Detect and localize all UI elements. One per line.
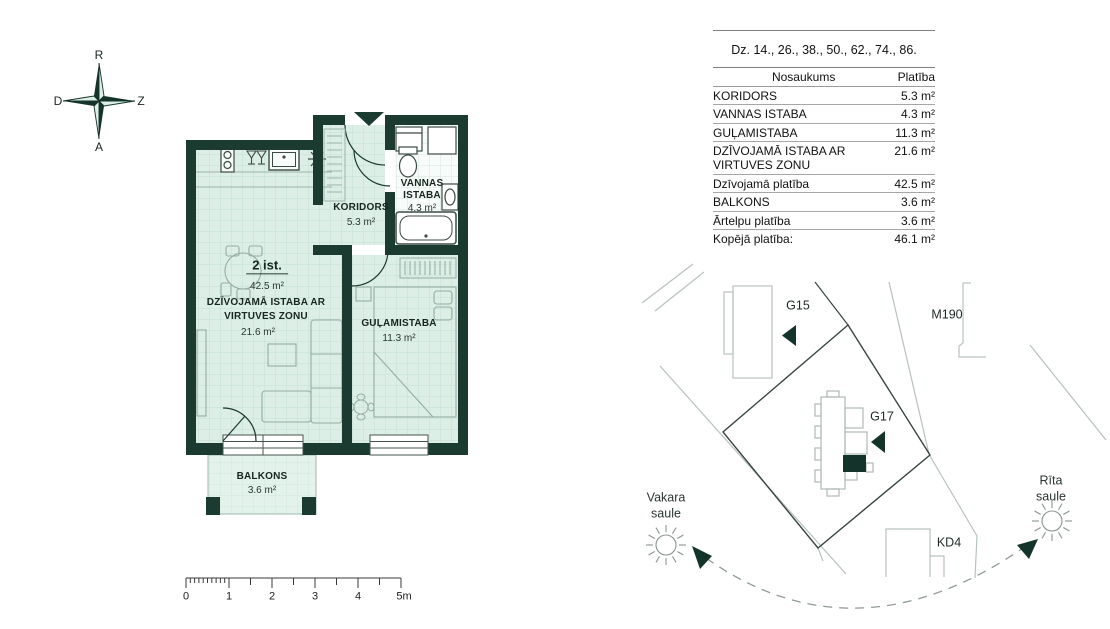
table-row bbox=[713, 230, 935, 248]
bath-sink-icon bbox=[442, 184, 458, 210]
entrance-arrow-icon bbox=[354, 112, 384, 126]
building-kd4 bbox=[886, 529, 944, 577]
table-row bbox=[713, 193, 935, 212]
table-row bbox=[713, 123, 935, 142]
room-label-balkons: BALKONS bbox=[236, 471, 288, 483]
building-g17-footprint bbox=[815, 391, 873, 496]
sun-path-arc bbox=[706, 546, 1026, 608]
g17-direction-triangle bbox=[871, 431, 885, 453]
bathtub-icon bbox=[396, 212, 456, 244]
room-area-koridors: 5.3 m² bbox=[346, 217, 376, 229]
window-bedroom bbox=[370, 435, 428, 455]
east-sun-label-1: Rīta bbox=[1039, 473, 1063, 488]
window-living bbox=[223, 435, 303, 455]
toilet-icon bbox=[399, 147, 417, 177]
apartment-type-label: 2 ist. bbox=[246, 257, 288, 274]
room-area-cell: 4.3 m² bbox=[900, 107, 935, 121]
building-m190 bbox=[959, 283, 986, 357]
column-header-name: Nosaukums bbox=[771, 70, 836, 84]
apartment-unit-marker bbox=[843, 455, 866, 472]
column-header-area: Platība bbox=[897, 70, 935, 84]
room-label-living-2: VIRTUVES ZONU bbox=[224, 311, 308, 323]
sun-east-icon bbox=[1032, 501, 1072, 541]
scale-tick-4: 4 bbox=[354, 590, 362, 603]
building-g15 bbox=[724, 286, 772, 378]
compass-icon bbox=[63, 63, 135, 139]
room-name-cell: VANNAS ISTABA bbox=[713, 107, 807, 121]
room-area-vannas: 4.3 m² bbox=[407, 203, 437, 215]
apartment-numbers-title: Dz. 14., 26., 38., 50., 62., 74., 86. bbox=[731, 43, 917, 57]
apartment-area-label: 42.5 m² bbox=[250, 281, 284, 293]
kitchen-sink-icon bbox=[269, 149, 299, 170]
room-area-cell: 46.1 m² bbox=[894, 232, 935, 246]
room-name-cell: Dzīvojamā platība bbox=[713, 176, 810, 191]
scale-tick-2: 2 bbox=[268, 590, 276, 603]
room-name-cell: DZĪVOJAMĀ ISTABA AR VIRTUVES ZONU bbox=[713, 144, 846, 172]
room-area-cell: 3.6 m² bbox=[900, 213, 935, 228]
site-boundary bbox=[723, 282, 930, 548]
scale-tick-1: 1 bbox=[225, 590, 233, 603]
room-area-cell: 5.3 m² bbox=[900, 88, 935, 103]
building-label-m190: M190 bbox=[931, 307, 963, 322]
compass-south-label: A bbox=[94, 139, 104, 154]
room-name-cell: Ārtelpu platība bbox=[713, 213, 791, 228]
room-label-living-1: DZĪVOJAMĀ ISTABA AR bbox=[206, 297, 326, 309]
scale-tick-3: 3 bbox=[311, 590, 319, 603]
table-header-row bbox=[713, 68, 935, 87]
building-label-g15: G15 bbox=[786, 298, 810, 313]
room-label-gulamistaba: GUĻAMISTABA bbox=[361, 318, 437, 330]
scale-bar bbox=[186, 578, 401, 588]
table-row bbox=[713, 211, 935, 230]
compass-north-label: R bbox=[94, 47, 104, 62]
table-row bbox=[713, 174, 935, 193]
table-row bbox=[713, 142, 935, 175]
room-name-cell: GUĻAMISTABA bbox=[713, 125, 798, 140]
table-row bbox=[713, 105, 935, 124]
room-area-cell: 3.6 m² bbox=[900, 195, 935, 209]
room-name-cell: KORIDORS bbox=[713, 88, 778, 103]
room-area-cell: 42.5 m² bbox=[894, 176, 935, 191]
west-sun-label-2: saule bbox=[651, 506, 681, 521]
room-area-cell: 21.6 m² bbox=[894, 144, 935, 158]
table-row bbox=[713, 86, 935, 105]
room-area-balkons: 3.6 m² bbox=[247, 485, 277, 497]
sun-path-arrow-west bbox=[692, 546, 712, 569]
building-label-g17: G17 bbox=[870, 409, 894, 424]
room-area-cell: 11.3 m² bbox=[895, 125, 935, 140]
room-label-vannas-2: ISTABA bbox=[403, 190, 441, 202]
sun-west-icon bbox=[646, 525, 686, 565]
east-sun-label-2: saule bbox=[1036, 489, 1066, 504]
room-name-cell: BALKONS bbox=[713, 195, 770, 209]
bath-cabinet bbox=[428, 127, 456, 154]
building-label-kd4: KD4 bbox=[936, 535, 962, 550]
room-label-koridors: KORIDORS bbox=[333, 202, 389, 214]
west-sun-label-1: Vakara bbox=[646, 490, 686, 505]
table-top-rule bbox=[713, 30, 935, 31]
room-area-living: 21.6 m² bbox=[241, 327, 275, 339]
sun-path-arrow-east bbox=[1017, 539, 1038, 559]
room-floors bbox=[196, 125, 458, 443]
room-label-vannas-1: VANNAS bbox=[400, 178, 444, 190]
stove-icon bbox=[221, 148, 234, 172]
scale-tick-5: 5m bbox=[396, 590, 412, 603]
compass-east-label: Z bbox=[137, 93, 145, 108]
g15-direction-triangle bbox=[782, 325, 796, 346]
room-name-cell: Kopējā platība: bbox=[713, 232, 794, 246]
scale-tick-0: 0 bbox=[182, 590, 190, 603]
room-area-gulamistaba: 11.3 m² bbox=[382, 333, 416, 345]
areas-table bbox=[713, 30, 935, 248]
compass-west-label: D bbox=[53, 93, 63, 108]
